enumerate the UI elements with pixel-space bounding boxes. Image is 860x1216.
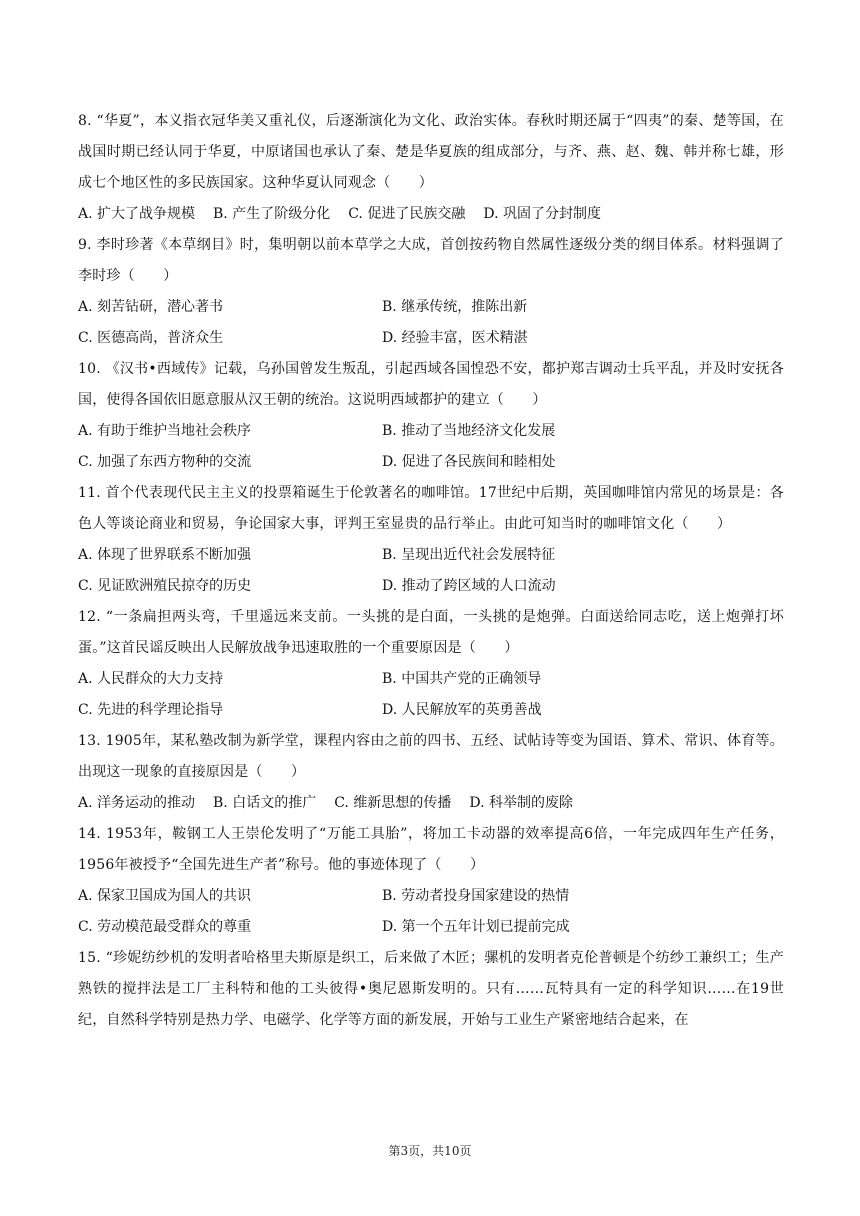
option-a[interactable]: A. 体现了世界联系不断加强 [78, 547, 252, 563]
question-12 [78, 602, 784, 726]
option-b[interactable]: B. 推动了当地经济文化发展 [382, 423, 556, 439]
option-c[interactable]: C. 加强了东西方物种的交流 [78, 454, 252, 470]
option-a[interactable]: A. 有助于维护当地社会秩序 [78, 423, 252, 439]
option-d[interactable]: D. 巩固了分封制度 [483, 206, 601, 222]
option-a[interactable]: A. 洋务运动的推动 [78, 795, 196, 811]
question-8 [78, 106, 784, 230]
question-15 [78, 943, 784, 1036]
question-list [78, 106, 784, 1036]
option-d[interactable]: D. 经验丰富，医术精湛 [382, 330, 528, 346]
question-stem: 14. 1953年，鞍钢工人王崇伦发明了“万能工具胎”，将加工卡动器的效率提高6倍，一年完成四年生产任务，1956年被授予“全国先进生产者”称号。他的事迹体现了（ ） [78, 826, 784, 873]
question-stem: 13. 1905年，某私塾改制为新学堂，课程内容由之前的四书、五经、试帖诗等变为国语、算术、常识、体育等。出现这一现象的直接原因是（ ） [78, 733, 784, 780]
options-grid [78, 416, 784, 478]
question-stem: 11. 首个代表现代民主主义的投票箱诞生于伦敦著名的咖啡馆。17世纪中后期，英国咖啡馆内常见的场景是：各色人等谈论商业和贸易，争论国家大事，评判王室显贵的品行举止。由此可知当时的咖啡馆文化（ ） [78, 485, 784, 532]
option-b[interactable]: B. 劳动者投身国家建设的热情 [382, 888, 570, 904]
option-a[interactable]: A. 扩大了战争规模 [78, 206, 196, 222]
options-grid [78, 881, 784, 943]
question-11 [78, 478, 784, 602]
option-c[interactable]: C. 先进的科学理论指导 [78, 702, 224, 718]
option-d[interactable]: D. 人民解放军的英勇善战 [382, 702, 542, 718]
option-d[interactable]: D. 促进了各民族间和睦相处 [382, 454, 556, 470]
question-10 [78, 354, 784, 478]
page-number: 第3页，共10页 [388, 1144, 472, 1158]
option-a[interactable]: A. 人民群众的大力支持 [78, 671, 224, 687]
question-stem: 9. 李时珍著《本草纲目》时，集明朝以前本草学之大成，首创按药物自然属性逐级分类的纲目体系。材料强调了李时珍（ ） [78, 237, 784, 284]
question-14 [78, 819, 784, 943]
option-d[interactable]: D. 第一个五年计划已提前完成 [382, 919, 570, 935]
option-c[interactable]: C. 见证欧洲殖民掠夺的历史 [78, 578, 252, 594]
options-grid [78, 292, 784, 354]
option-b[interactable]: B. 中国共产党的正确领导 [382, 671, 542, 687]
options-grid [78, 664, 784, 726]
option-d[interactable]: D. 推动了跨区域的人口流动 [382, 578, 556, 594]
question-9 [78, 230, 784, 354]
option-b[interactable]: B. 白话文的推广 [213, 795, 317, 811]
question-stem: 8. “华夏”，本义指衣冠华美又重礼仪，后逐渐演化为文化、政治实体。春秋时期还属于“四夷”的秦、楚等国，在战国时期已经认同于华夏，中原诸国也承认了秦、楚是华夏族的组成部分，与齐、燕、赵、魏、韩并称七雄，形成七个地区性的多民族国家。这种华夏认同观念（ ） [78, 113, 784, 191]
option-c[interactable]: C. 维新思想的传播 [334, 795, 452, 811]
option-d[interactable]: D. 科举制的废除 [469, 795, 573, 811]
option-c[interactable]: C. 劳动模范最受群众的尊重 [78, 919, 252, 935]
question-stem: 12. “一条扁担两头弯，千里遥远来支前。一头挑的是白面，一头挑的是炮弹。白面送给同志吃，送上炮弹打坏蛋。”这首民谣反映出人民解放战争迅速取胜的一个重要原因是（ ） [78, 609, 784, 656]
option-b[interactable]: B. 呈现出近代社会发展特征 [382, 547, 556, 563]
options-grid [78, 540, 784, 602]
question-stem: 15. “珍妮纺纱机的发明者哈格里夫斯原是织工，后来做了木匠；骡机的发明者克伦普顿是个纺纱工兼织工；生产熟铁的搅拌法是工厂主科特和他的工头彼得•奥尼恩斯发明的。只有……瓦特具有一定的科学知识……在19世纪，自然科学特别是热力学、电磁学、化学等方面的新发展，开始与工业生产紧密地结合起来，在 [78, 950, 784, 1028]
option-c[interactable]: C. 医德高尚，普济众生 [78, 330, 224, 346]
option-a[interactable]: A. 刻苦钻研，潜心著书 [78, 299, 224, 315]
options-row [78, 788, 784, 819]
option-c[interactable]: C. 促进了民族交融 [348, 206, 466, 222]
question-stem: 10. 《汉书•西域传》记载，乌孙国曾发生叛乱，引起西域各国惶恐不安，都护郑吉调动士兵平乱，并及时安抚各国，使得各国依旧愿意服从汉王朝的统治。这说明西域都护的建立（ ） [78, 361, 784, 408]
question-13 [78, 726, 784, 819]
option-a[interactable]: A. 保家卫国成为国人的共识 [78, 888, 252, 904]
options-row [78, 199, 784, 230]
option-b[interactable]: B. 产生了阶级分化 [213, 206, 331, 222]
option-b[interactable]: B. 继承传统，推陈出新 [382, 299, 528, 315]
